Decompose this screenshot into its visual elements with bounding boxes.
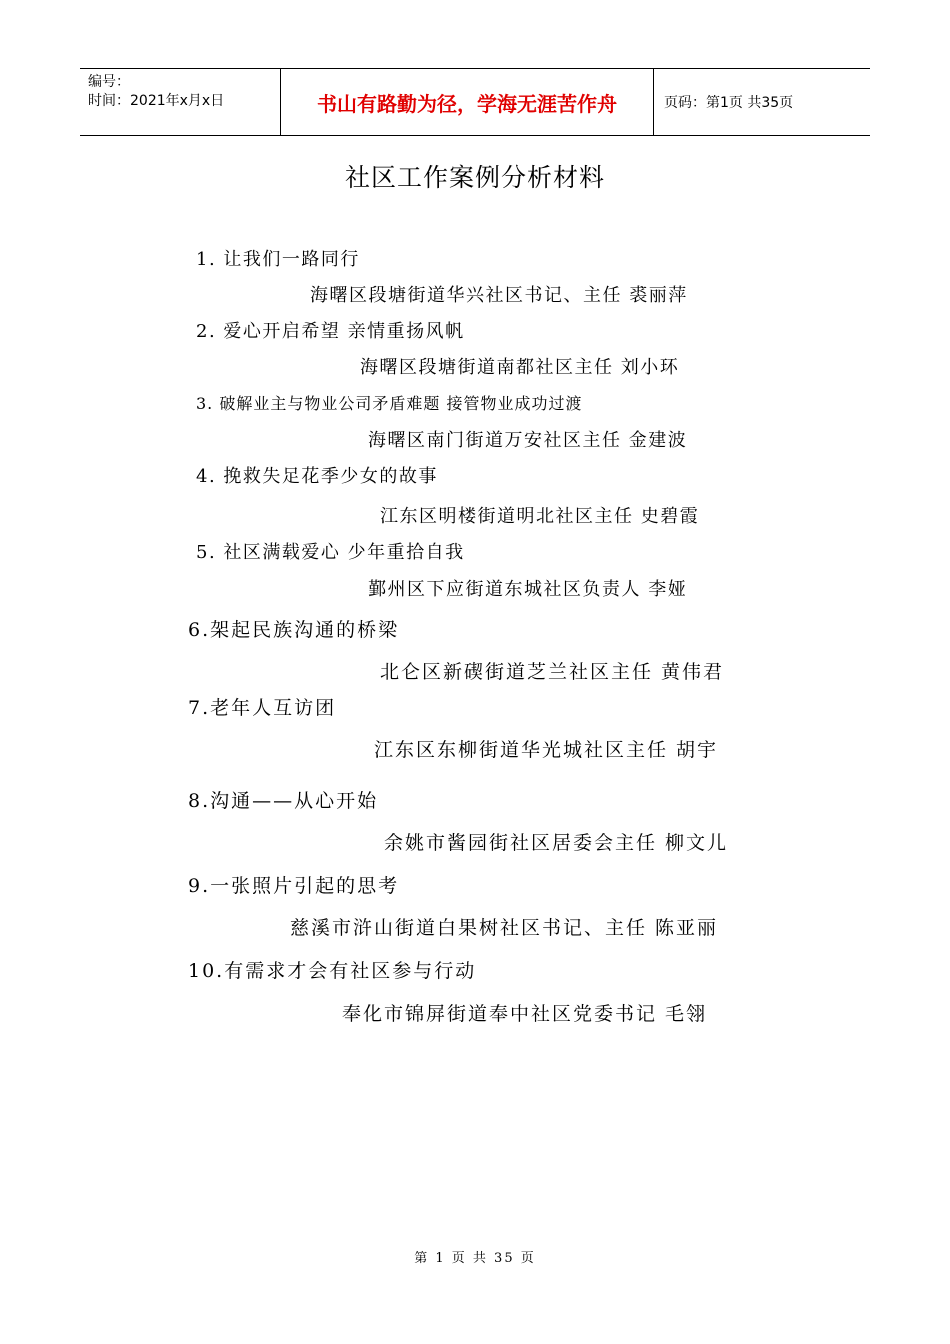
item-author: 余姚市酱园街社区居委会主任 柳文儿 (384, 832, 729, 854)
item-author: 江东区东柳街道华光城社区主任 胡宇 (374, 739, 719, 761)
header-table (80, 68, 870, 136)
item-title: 6.架起民族沟通的桥梁 (188, 619, 400, 641)
item-author: 海曙区段塘街道南都社区主任 刘小环 (360, 357, 680, 378)
item-author: 慈溪市浒山街道白果树社区书记、主任 陈亚丽 (290, 917, 719, 939)
item-title: 3. 破解业主与物业公司矛盾难题 接管物业成功过渡 (196, 394, 583, 413)
item-title: 5. 社区满载爱心 少年重拾自我 (196, 542, 465, 563)
motto-text: 书山有路勤为径，学海无涯苦作舟 (317, 91, 617, 116)
motto-cell (281, 69, 654, 135)
item-author: 江东区明楼街道明北社区主任 史碧霞 (380, 506, 700, 527)
item-title: 1. 让我们一路同行 (196, 249, 360, 270)
item-author: 鄞州区下应街道东城社区负责人 李娅 (368, 579, 688, 600)
document-title: 社区工作案例分析材料 (344, 163, 605, 192)
number-label: 编号： (88, 74, 130, 90)
item-title: 7.老年人互访团 (188, 697, 337, 719)
page-footer: 第 1 页 共 35 页 (414, 1251, 536, 1266)
item-author: 海曙区南门街道万安社区主任 金建波 (368, 430, 688, 451)
item-title: 4. 挽救失足花季少女的故事 (196, 466, 438, 487)
item-title: 10.有需求才会有社区参与行动 (188, 960, 477, 982)
time-label: 时间：2021年x月x日 (88, 93, 225, 109)
header-meta-cell (80, 69, 281, 135)
item-title: 9.一张照片引起的思考 (188, 875, 400, 897)
item-author: 北仑区新碶街道芝兰社区主任 黄伟君 (380, 661, 725, 683)
page-info-text: 页码：第1页 共35页 (664, 95, 794, 111)
item-title: 2. 爱心开启希望 亲情重扬风帆 (196, 321, 465, 342)
item-author: 奉化市锦屏街道奉中社区党委书记 毛翎 (342, 1003, 708, 1025)
item-author: 海曙区段塘街道华兴社区书记、主任 裘丽萍 (310, 285, 688, 306)
page-info-cell (654, 69, 870, 135)
item-title: 8.沟通——从心开始 (188, 790, 379, 812)
